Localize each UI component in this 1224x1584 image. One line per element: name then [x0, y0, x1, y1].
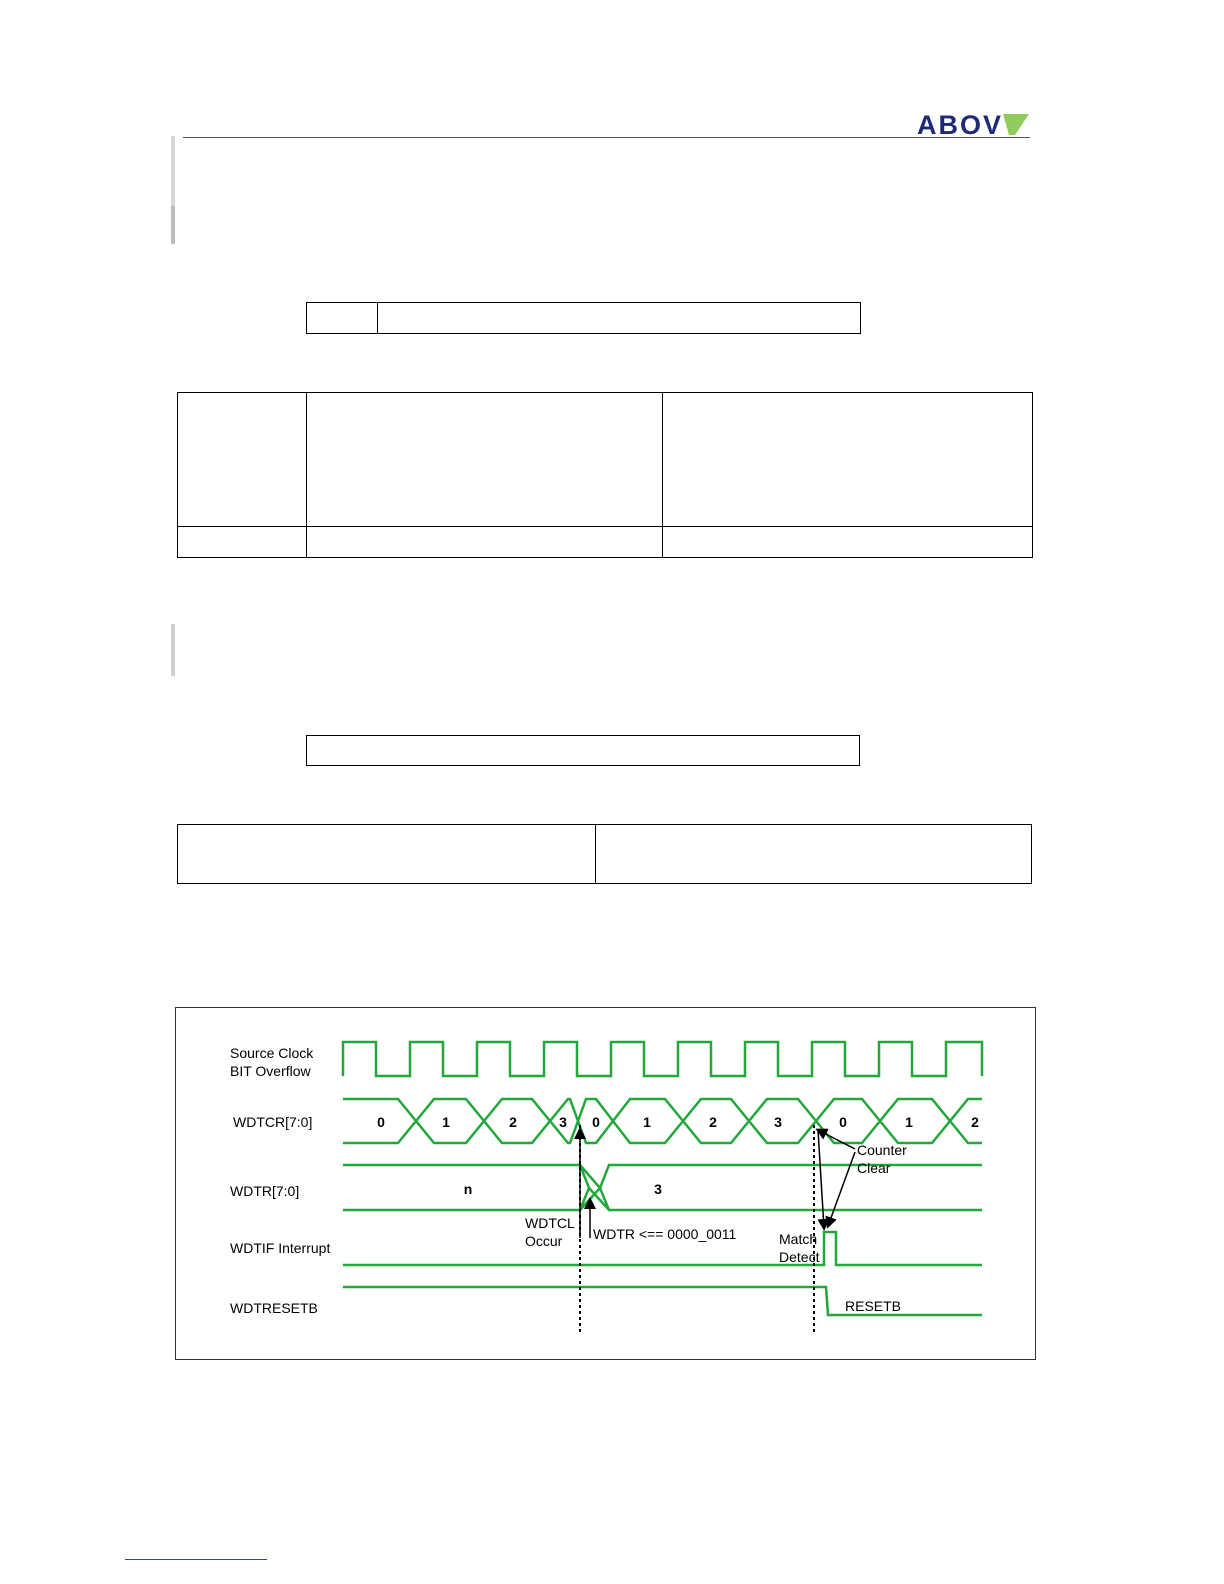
annotation-match-detect: Detect — [779, 1249, 820, 1265]
register-table-1 — [177, 392, 1033, 558]
counter-clear-arrow — [818, 1130, 855, 1149]
annotation-match-detect: Match — [779, 1231, 818, 1247]
section-side-marker — [171, 136, 175, 206]
logo-text: ABOV — [917, 110, 1004, 140]
register-box-divider — [377, 303, 378, 333]
signal-label-wdtresetb: WDTRESETB — [230, 1300, 318, 1316]
wdtr-value: 3 — [654, 1181, 662, 1197]
wdtr-value: n — [463, 1181, 473, 1197]
section-side-marker — [171, 624, 175, 676]
table-row-divider — [178, 526, 1032, 527]
wdtcr-value: 2 — [709, 1114, 717, 1130]
annotation-wdtcl-occur: Occur — [525, 1233, 563, 1249]
register-address-box-1 — [306, 302, 861, 334]
wdtcr-value: 0 — [377, 1114, 385, 1130]
register-address-box-2 — [306, 735, 860, 766]
logo-accent-mark — [1003, 114, 1029, 135]
waveform-source-clock — [343, 1042, 982, 1076]
wdtcr-value: 3 — [774, 1114, 782, 1130]
header-rule — [183, 137, 1030, 138]
annotation-wdtcl-occur: WDTCL — [525, 1215, 575, 1231]
signal-label-wdtcr: WDTCR[7:0] — [233, 1114, 313, 1130]
annotation-counter-clear: Counter — [857, 1142, 907, 1158]
waveform-wdtcr-bus — [343, 1099, 982, 1143]
table-column-divider — [595, 825, 596, 883]
wdtcr-value: 0 — [592, 1114, 600, 1130]
wdtcr-value: 2 — [971, 1114, 979, 1130]
wdtcr-value: 1 — [905, 1114, 913, 1130]
annotation-resetb: RESETB — [845, 1298, 902, 1314]
watchdog-timing-diagram — [175, 1007, 1036, 1360]
match-detect-arrow — [818, 1130, 824, 1228]
wdtcr-value: 3 — [559, 1114, 567, 1130]
signal-label-bit-overflow: BIT Overflow — [230, 1063, 311, 1079]
wdtcr-value: 2 — [509, 1114, 517, 1130]
table-column-divider — [306, 393, 307, 557]
wdtcr-value: 0 — [839, 1114, 847, 1130]
counter-clear-arrow — [828, 1152, 855, 1226]
footer-link-underline[interactable] — [125, 1559, 267, 1560]
abov-logo — [915, 108, 1030, 140]
wdtcr-value: 1 — [643, 1114, 651, 1130]
register-table-2 — [177, 824, 1032, 884]
signal-label-wdtif-interrupt: WDTIF Interrupt — [230, 1240, 331, 1256]
annotation-wdtr-write: WDTR <== 0000_0011 — [593, 1226, 737, 1242]
annotation-counter-clear: Clear — [857, 1160, 891, 1176]
table-column-divider — [662, 393, 663, 557]
signal-label-source-clock: Source Clock — [230, 1045, 314, 1061]
timing-diagram-canvas — [176, 1008, 1037, 1361]
section-side-marker — [171, 206, 175, 244]
wdtcr-value: 1 — [442, 1114, 450, 1130]
signal-label-wdtr: WDTR[7:0] — [230, 1183, 300, 1199]
